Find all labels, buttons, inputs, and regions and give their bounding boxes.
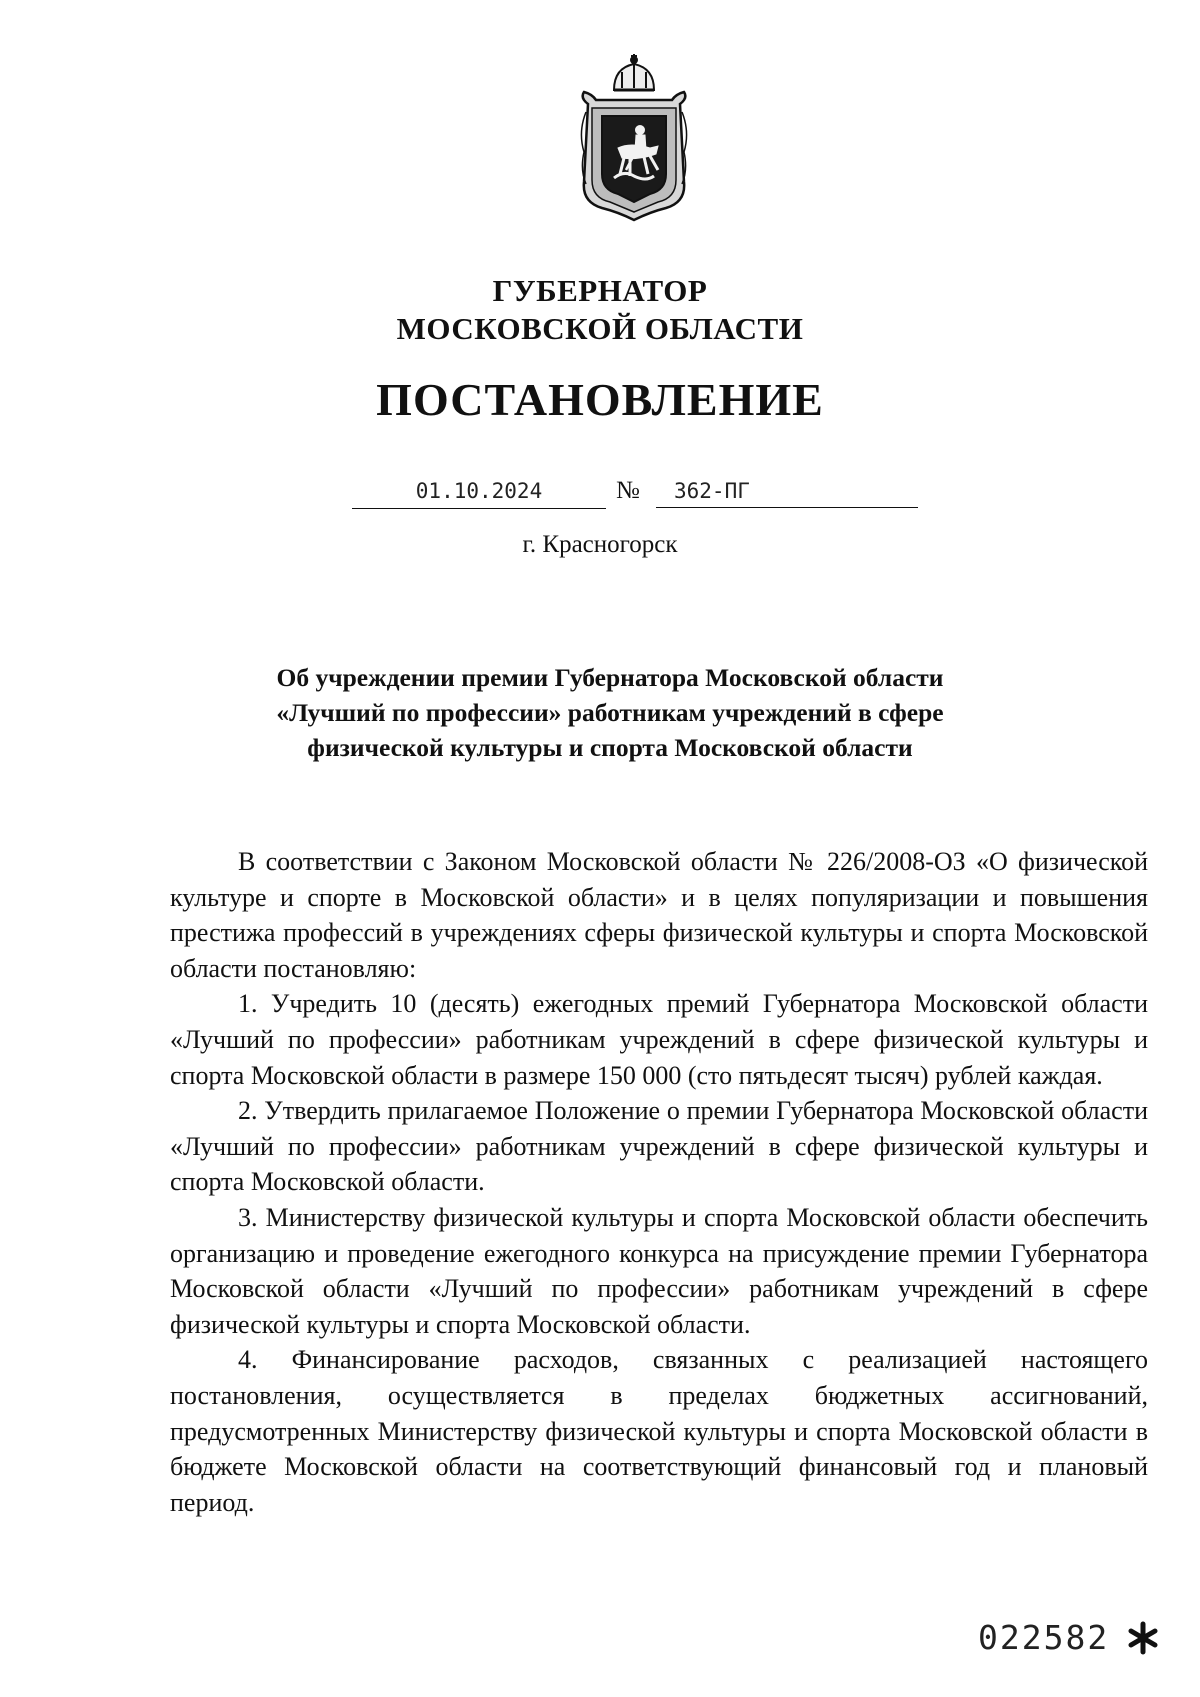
document-title xyxy=(220,660,1000,765)
registration-date: 01.10.2024 xyxy=(352,476,606,509)
document-type-heading: ПОСТАНОВЛЕНИЕ xyxy=(376,374,824,425)
title-line2: «Лучший по профессии» работникам учреждений в сфере xyxy=(276,698,944,727)
clause-2-paragraph: 2. Утвердить прилагаемое Положение о премии Губернатора Московской области «Лучший по профессии» работникам учреждений в сфере физической культуры и спорта Московской области. xyxy=(170,1096,1148,1197)
clause-3-paragraph: 3. Министерству физической культуры и спорта Московской области обеспечить организацию и проведение ежегодного конкурса на присуждение премии Губернатора Московской области «Лучший по профессии» работникам учреждений в сфере физической культуры и спорта Московской области. xyxy=(170,1202,1148,1339)
title-line3: физической культуры и спорта Московской области xyxy=(307,733,913,762)
document-body xyxy=(170,844,1148,1520)
document-serial-number: 022582 xyxy=(978,1618,1110,1657)
preamble-paragraph: В соответствии с Законом Московской области № 226/2008-ОЗ «О физической культуре и спорте в Московской области» и в целях популяризации и повышения престижа профессий в учреждениях сферы физической культуры и спорта Московской области постановляю: xyxy=(170,847,1148,983)
title-line1: Об учреждении премии Губернатора Московской области xyxy=(276,663,944,692)
clause-4-paragraph: 4. Финансирование расходов, связанных с реализацией настоящего постановления, осуществляется в пределах бюджетных ассигнований, предусмотренных Министерству физической культуры и спорта Московской области в бюджете Московской области на соответствующий финансовый год и плановый период. xyxy=(170,1345,1148,1517)
coat-of-arms-icon xyxy=(570,52,698,222)
asterisk-icon xyxy=(1126,1618,1160,1658)
authority-name-line1: ГУБЕРНАТОР xyxy=(492,273,708,308)
number-sign: № xyxy=(616,477,640,504)
issue-city: г. Красногорск xyxy=(522,531,678,558)
clause-1-paragraph: 1. Учредить 10 (десять) ежегодных премий Губернатора Московской области «Лучший по профессии» работникам учреждений в сфере физической культуры и спорта Московской области в размере 150 000 (сто пятьдесят тысяч) рублей каждая. xyxy=(170,989,1148,1090)
authority-name-line2: МОСКОВСКОЙ ОБЛАСТИ xyxy=(396,311,804,346)
registration-number: 362-ПГ xyxy=(656,476,918,508)
